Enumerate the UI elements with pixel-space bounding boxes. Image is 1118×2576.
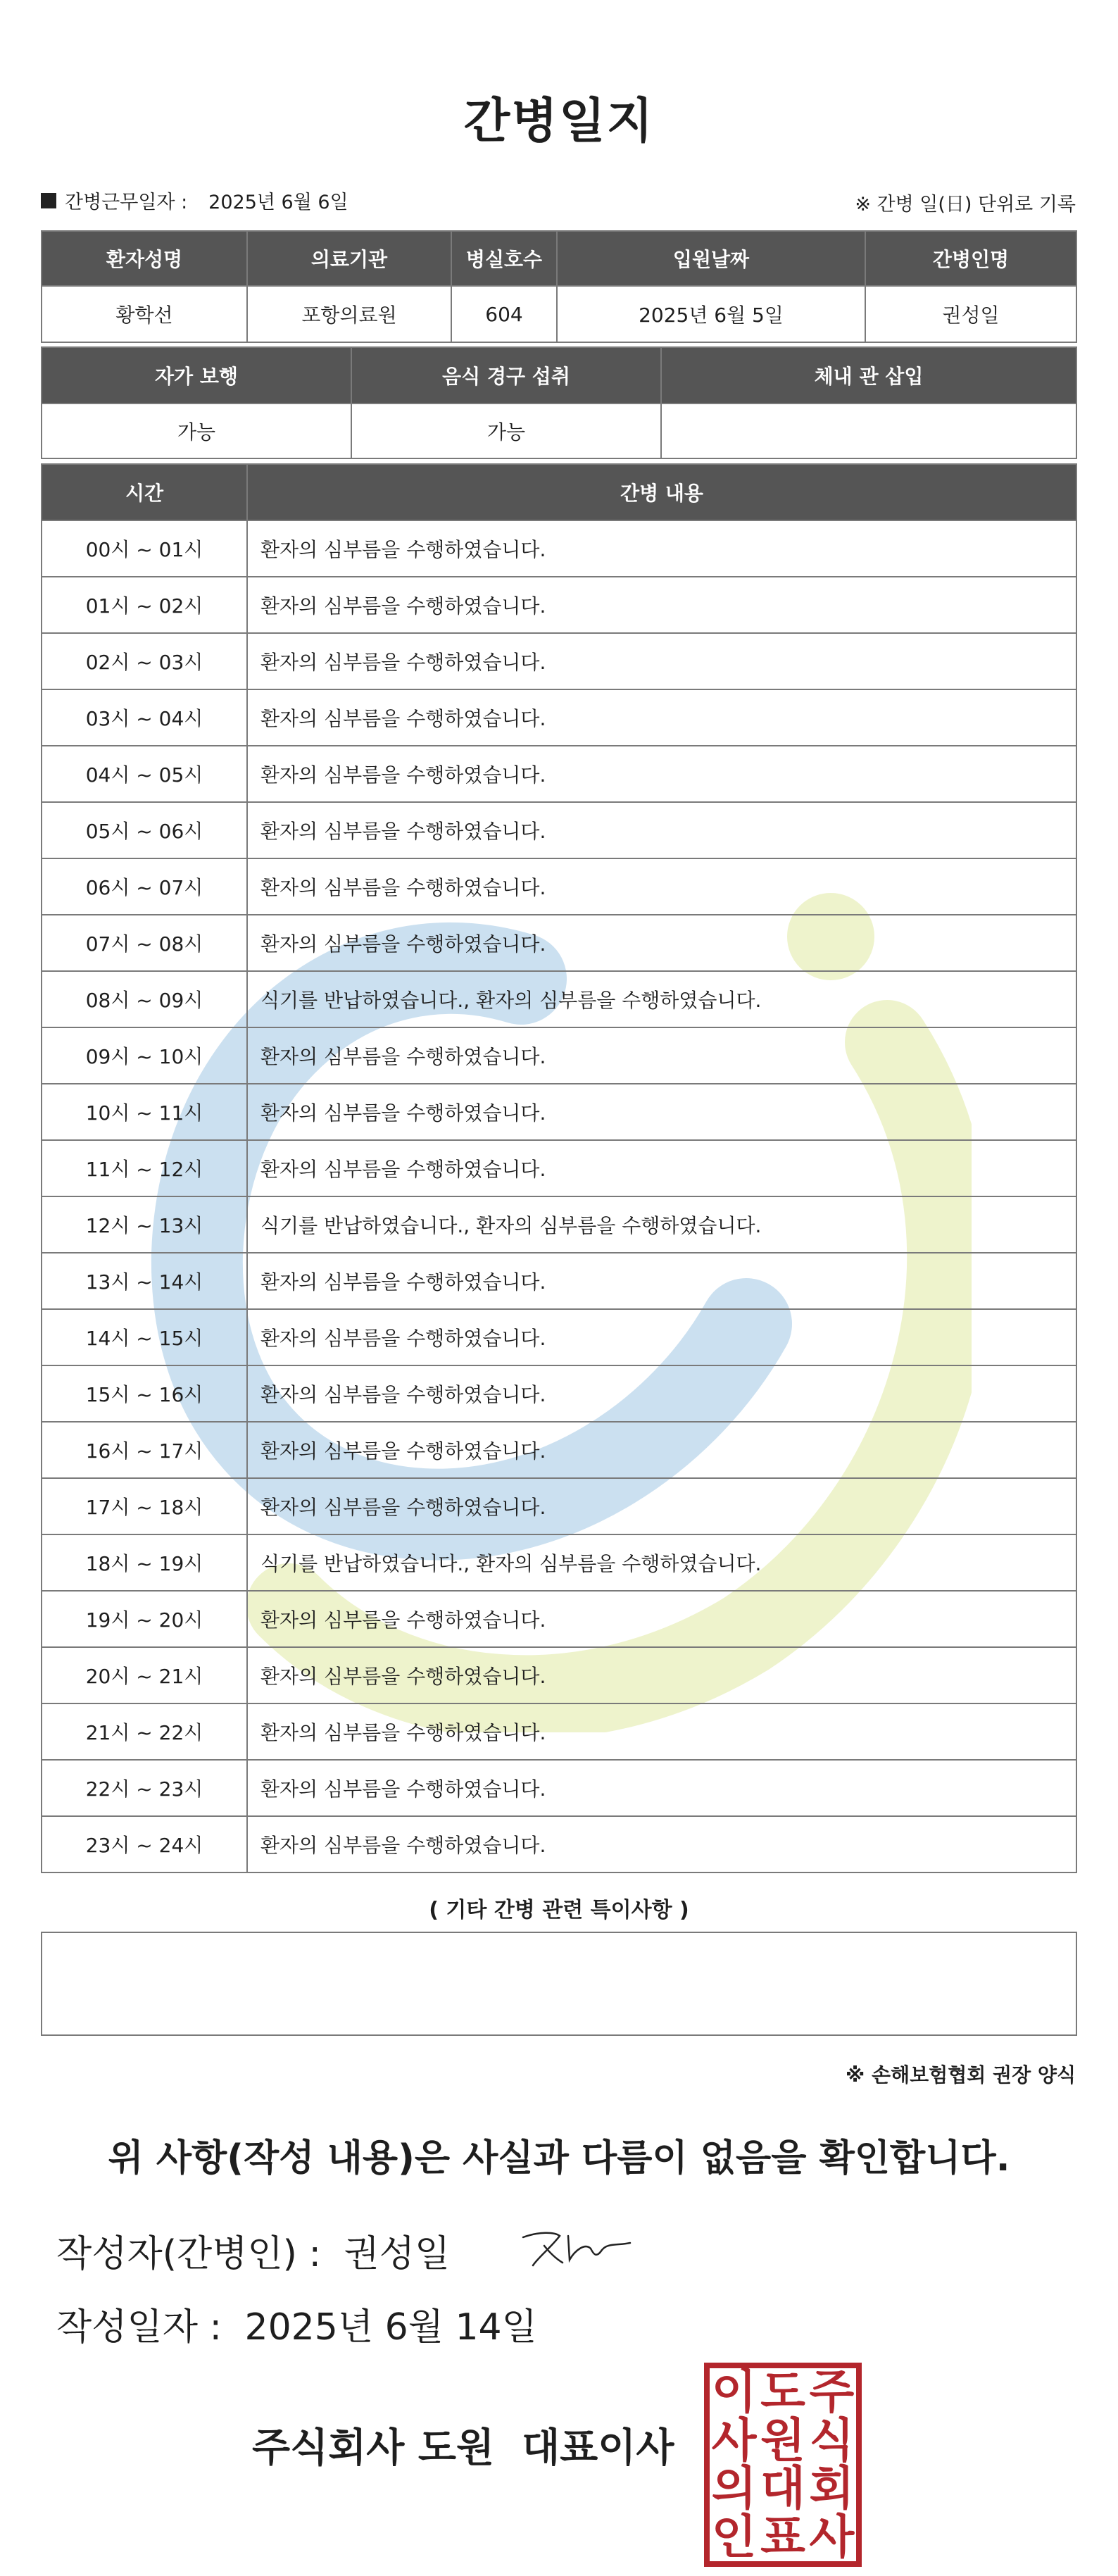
table-row (42, 1816, 1076, 1872)
room-number: 604 (451, 286, 557, 342)
log-time: 01시 ~ 02시 (42, 577, 247, 633)
log-content: 환자의 심부름을 수행하였습니다. (247, 802, 1076, 858)
table-row (42, 1365, 1076, 1422)
log-time: 04시 ~ 05시 (42, 746, 247, 802)
table-row (42, 746, 1076, 802)
log-content: 환자의 심부름을 수행하였습니다. (247, 1478, 1076, 1534)
log-time: 19시 ~ 20시 (42, 1591, 247, 1647)
header-oral-intake: 음식 경구 섭취 (351, 347, 661, 404)
log-content: 환자의 심부름을 수행하였습니다. (247, 689, 1076, 746)
log-content: 환자의 심부름을 수행하였습니다. (247, 746, 1076, 802)
log-time: 02시 ~ 03시 (42, 633, 247, 689)
notes-title: ( 기타 간병 관련 특이사항 ) (429, 1898, 689, 1922)
table-row (42, 1140, 1076, 1196)
log-content: 환자의 심부름을 수행하였습니다. (247, 577, 1076, 633)
seal-character: 의 (711, 2461, 757, 2516)
table-row (42, 1309, 1076, 1365)
table-row (42, 1647, 1076, 1703)
header-walking: 자가 보행 (42, 347, 351, 404)
log-time: 21시 ~ 22시 (42, 1703, 247, 1760)
header-hospital: 의료기관 (247, 231, 451, 286)
header-room: 병실호수 (451, 231, 557, 286)
signature (517, 2222, 637, 2278)
writer-label: 작성자(간병인) : (56, 2233, 322, 2275)
table-row (42, 1478, 1076, 1534)
oral-intake-status: 가능 (351, 404, 661, 458)
admission-date: 2025년 6월 5일 (557, 286, 865, 342)
seal-character: 원 (760, 2413, 805, 2468)
header-admission-date: 입원날짜 (557, 231, 865, 286)
log-content: 식기를 반납하였습니다., 환자의 심부름을 수행하였습니다. (247, 1196, 1076, 1253)
bullet-square-icon (41, 193, 56, 208)
log-content: 환자의 심부름을 수행하였습니다. (247, 1027, 1076, 1084)
log-content: 식기를 반납하였습니다., 환자의 심부름을 수행하였습니다. (247, 971, 1076, 1027)
log-content: 환자의 심부름을 수행하였습니다. (247, 1816, 1076, 1872)
log-time: 03시 ~ 04시 (42, 689, 247, 746)
log-content: 환자의 심부름을 수행하였습니다. (247, 858, 1076, 915)
log-time: 23시 ~ 24시 (42, 1816, 247, 1872)
table-row (42, 1084, 1076, 1140)
notes-box (41, 1932, 1077, 2036)
table-row (42, 1027, 1076, 1084)
work-date-row (41, 187, 348, 214)
table-row (42, 577, 1076, 633)
confirmation-statement: 위 사항(작성 내용)은 사실과 다름이 없음을 확인합니다. (108, 2137, 1010, 2180)
header-caregiver: 간병인명 (865, 231, 1076, 286)
seal-character: 표 (760, 2509, 805, 2564)
caregiver-name: 권성일 (865, 286, 1076, 342)
seal-character: 대 (760, 2461, 805, 2516)
work-date-label: 간병근무일자 : (65, 192, 188, 213)
patient-status-table (41, 346, 1077, 459)
care-log-body (42, 520, 1076, 1872)
log-content: 환자의 심부름을 수행하였습니다. (247, 1084, 1076, 1140)
log-content: 환자의 심부름을 수행하였습니다. (247, 1647, 1076, 1703)
log-content: 환자의 심부름을 수행하였습니다. (247, 1703, 1076, 1760)
table-row (42, 915, 1076, 971)
page-title: 간병일지 (463, 94, 655, 149)
date-label: 작성일자 : (56, 2306, 222, 2349)
header-care-content: 간병 내용 (247, 464, 1076, 520)
table-row (42, 1703, 1076, 1760)
log-time: 16시 ~ 17시 (42, 1422, 247, 1478)
table-row (42, 633, 1076, 689)
table-row (42, 802, 1076, 858)
table-row (42, 520, 1076, 577)
log-content: 환자의 심부름을 수행하였습니다. (247, 915, 1076, 971)
table-row (42, 858, 1076, 915)
log-content: 환자의 심부름을 수행하였습니다. (247, 1309, 1076, 1365)
log-content: 환자의 심부름을 수행하였습니다. (247, 1422, 1076, 1478)
table-row (42, 1534, 1076, 1591)
form-note: ※ 손해보험협회 권장 양식 (846, 2063, 1076, 2087)
log-content: 환자의 심부름을 수행하였습니다. (247, 1365, 1076, 1422)
log-time: 11시 ~ 12시 (42, 1140, 247, 1196)
company-seal (704, 2363, 862, 2567)
unit-note: ※ 간병 일(日) 단위로 기록 (855, 194, 1076, 215)
tube-insertion-status (661, 404, 1076, 458)
patient-info-table (41, 230, 1077, 343)
work-date-value: 2025년 6월 6일 (208, 192, 348, 213)
seal-character: 사 (809, 2509, 855, 2564)
log-content: 환자의 심부름을 수행하였습니다. (247, 1760, 1076, 1816)
header-tube-insertion: 체내 관 삽입 (661, 347, 1076, 404)
log-time: 15시 ~ 16시 (42, 1365, 247, 1422)
log-time: 10시 ~ 11시 (42, 1084, 247, 1140)
seal-character: 사 (711, 2413, 757, 2468)
log-time: 12시 ~ 13시 (42, 1196, 247, 1253)
seal-character: 인 (711, 2509, 757, 2564)
log-time: 17시 ~ 18시 (42, 1478, 247, 1534)
date-value: 2025년 6월 14일 (244, 2306, 537, 2349)
log-time: 07시 ~ 08시 (42, 915, 247, 971)
table-row (42, 1253, 1076, 1309)
seal-character: 회 (809, 2461, 855, 2516)
seal-character: 식 (809, 2413, 855, 2468)
log-time: 20시 ~ 21시 (42, 1647, 247, 1703)
table-row (42, 689, 1076, 746)
log-time: 18시 ~ 19시 (42, 1534, 247, 1591)
table-row (42, 1760, 1076, 1816)
log-content: 환자의 심부름을 수행하였습니다. (247, 520, 1076, 577)
log-time: 06시 ~ 07시 (42, 858, 247, 915)
header-time: 시간 (42, 464, 247, 520)
log-time: 14시 ~ 15시 (42, 1309, 247, 1365)
table-row (42, 1422, 1076, 1478)
patient-name: 황학선 (42, 286, 247, 342)
log-time: 08시 ~ 09시 (42, 971, 247, 1027)
log-content: 환자의 심부름을 수행하였습니다. (247, 1140, 1076, 1196)
table-row (42, 1196, 1076, 1253)
log-content: 환자의 심부름을 수행하였습니다. (247, 633, 1076, 689)
log-time: 05시 ~ 06시 (42, 802, 247, 858)
date-row (56, 2297, 537, 2350)
walking-status: 가능 (42, 404, 351, 458)
table-row (42, 971, 1076, 1027)
writer-name: 권성일 (344, 2233, 451, 2275)
hospital-name: 포항의료원 (247, 286, 451, 342)
log-time: 00시 ~ 01시 (42, 520, 247, 577)
company-representative: 주식회사 도원 대표이사 (252, 2425, 674, 2471)
seal-character: 주 (809, 2365, 855, 2420)
log-content: 환자의 심부름을 수행하였습니다. (247, 1253, 1076, 1309)
seal-character: 도 (760, 2365, 805, 2420)
seal-character: 이 (711, 2365, 757, 2420)
log-time: 09시 ~ 10시 (42, 1027, 247, 1084)
log-content: 식기를 반납하였습니다., 환자의 심부름을 수행하였습니다. (247, 1534, 1076, 1591)
table-row (42, 1591, 1076, 1647)
log-content: 환자의 심부름을 수행하였습니다. (247, 1591, 1076, 1647)
care-log-table (41, 463, 1077, 1873)
log-time: 13시 ~ 14시 (42, 1253, 247, 1309)
log-time: 22시 ~ 23시 (42, 1760, 247, 1816)
header-patient-name: 환자성명 (42, 231, 247, 286)
writer-row (56, 2224, 450, 2277)
